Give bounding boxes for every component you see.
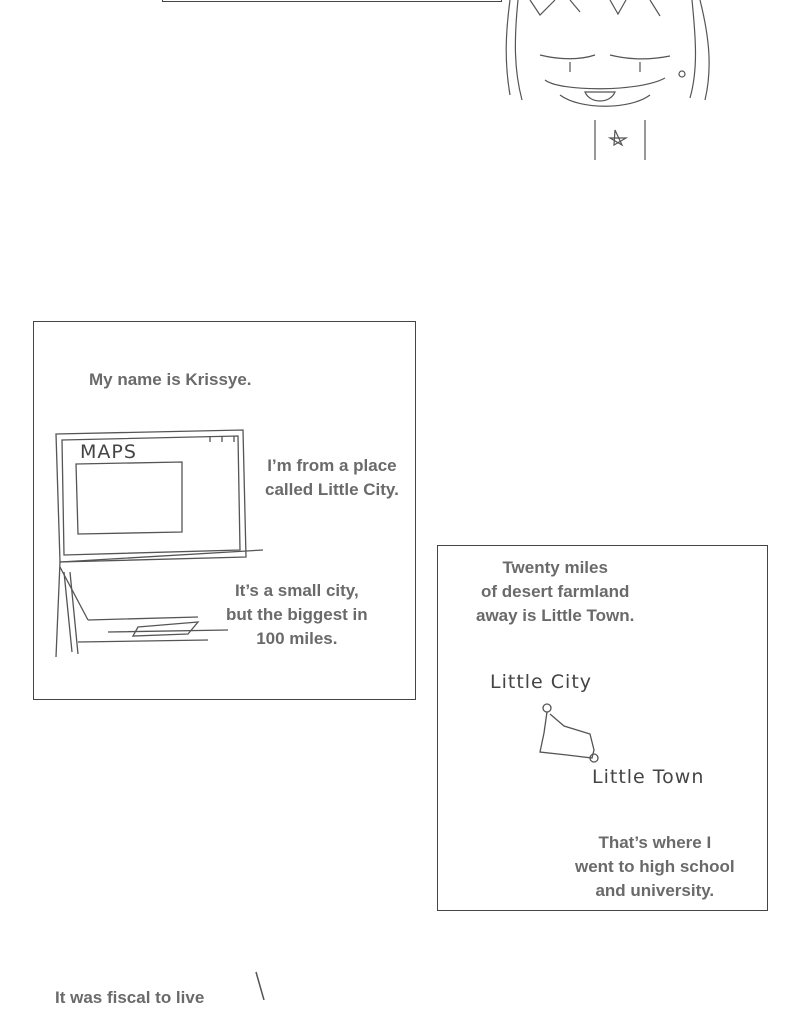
panel-1 (33, 321, 416, 700)
top-panel-partial (162, 0, 502, 2)
map-label-little-city: Little City (490, 671, 593, 693)
bottom-sketch-partial (250, 970, 280, 1000)
caption-distance: Twenty miles of desert farmland away is Little Town. (476, 558, 635, 625)
panel-2 (437, 545, 768, 911)
caption-hometown: I’m from a place called Little City. (265, 456, 399, 499)
caption-name: My name is Krissye. (89, 370, 252, 389)
character-sketch (500, 0, 720, 160)
caption-school: That’s where I went to high school and university. (575, 833, 735, 900)
laptop-screen-label: MAPS (80, 441, 137, 463)
caption-bottom-partial: It was fiscal to live (55, 988, 205, 1007)
caption-small-city: It’s a small city, but the biggest in 100 miles. (226, 581, 368, 648)
map-sketch (482, 658, 742, 798)
map-label-little-town: Little Town (592, 766, 705, 788)
